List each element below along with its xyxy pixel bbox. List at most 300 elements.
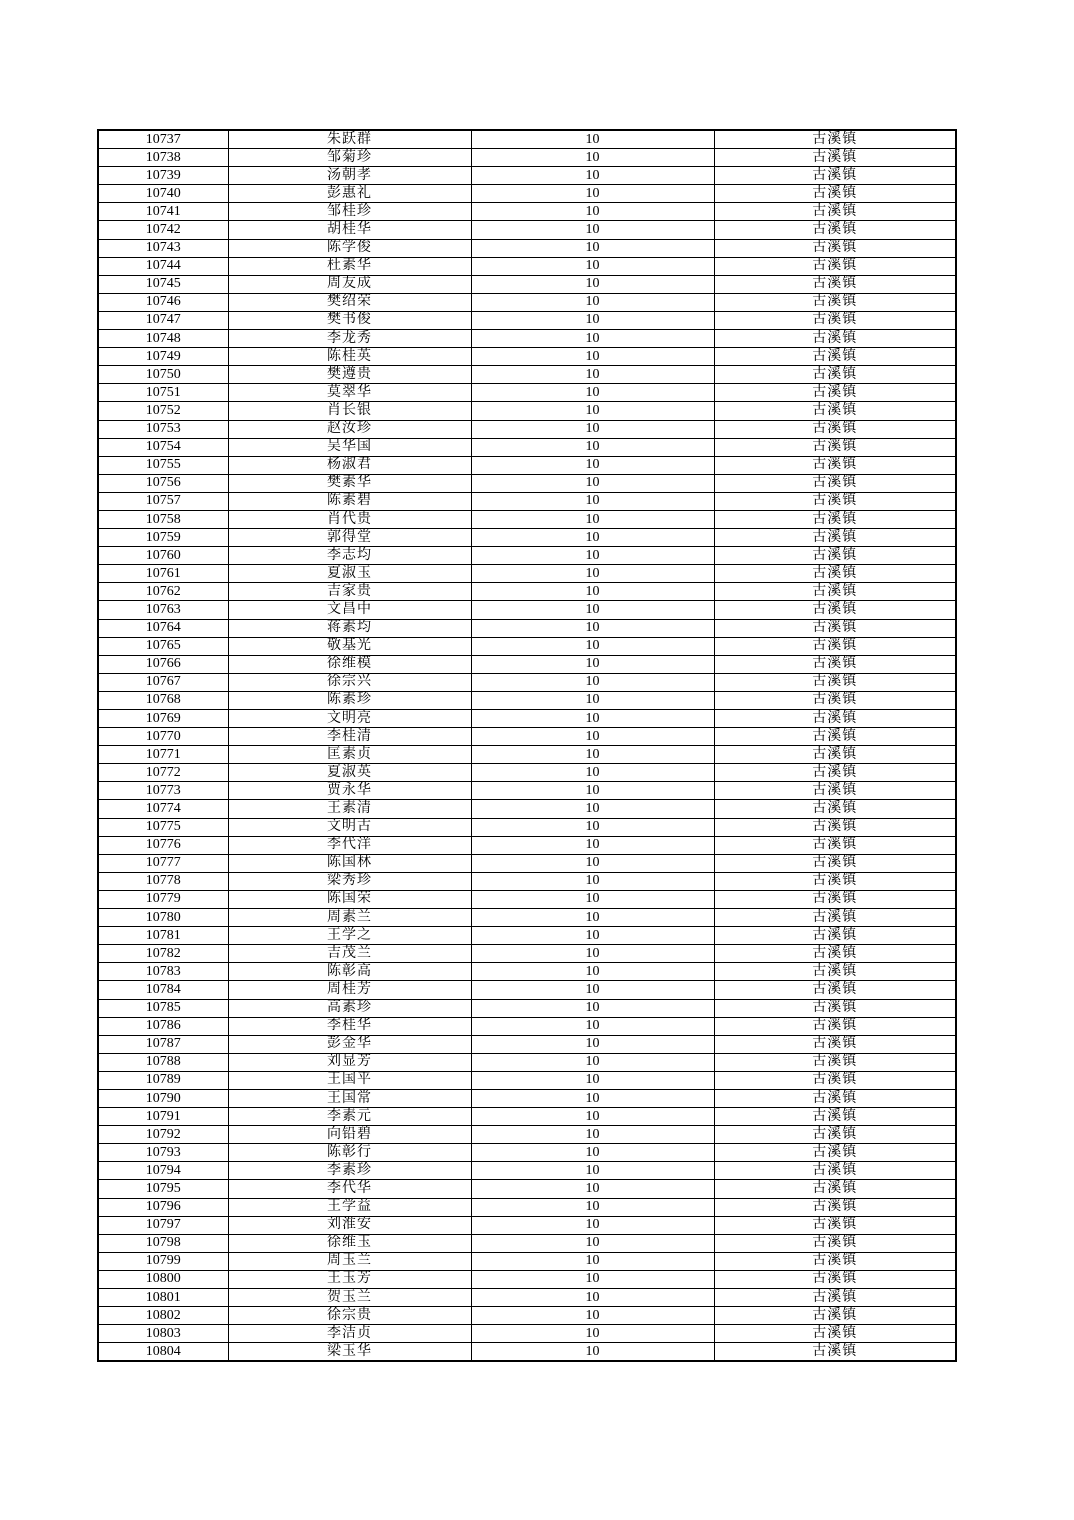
town-cell: 古溪镇 — [714, 619, 956, 637]
row-id-cell: 10778 — [98, 872, 228, 890]
name-cell: 王学益 — [228, 1198, 471, 1216]
table-body — [98, 130, 956, 1361]
table-row — [98, 348, 956, 366]
table-row — [98, 890, 956, 908]
table-row — [98, 1144, 956, 1162]
row-id-cell: 10751 — [98, 384, 228, 402]
name-cell: 王国平 — [228, 1071, 471, 1089]
table-row — [98, 1289, 956, 1307]
name-cell: 徐维玉 — [228, 1234, 471, 1252]
amount-cell: 10 — [471, 257, 714, 275]
name-cell: 邹桂珍 — [228, 203, 471, 221]
town-cell: 古溪镇 — [714, 1289, 956, 1307]
table-row — [98, 275, 956, 293]
table-row — [98, 565, 956, 583]
name-cell: 杨淑君 — [228, 456, 471, 474]
table-row — [98, 366, 956, 384]
table-row — [98, 963, 956, 981]
row-id-cell: 10772 — [98, 764, 228, 782]
name-cell: 文明亮 — [228, 710, 471, 728]
row-id-cell: 10739 — [98, 167, 228, 185]
name-cell: 吴华国 — [228, 438, 471, 456]
table-row — [98, 330, 956, 348]
town-cell: 古溪镇 — [714, 275, 956, 293]
row-id-cell: 10741 — [98, 203, 228, 221]
amount-cell: 10 — [471, 130, 714, 149]
town-cell: 古溪镇 — [714, 366, 956, 384]
town-cell: 古溪镇 — [714, 1325, 956, 1343]
table-row — [98, 1162, 956, 1180]
name-cell: 徐维模 — [228, 655, 471, 673]
table-row — [98, 1270, 956, 1288]
amount-cell: 10 — [471, 927, 714, 945]
amount-cell: 10 — [471, 366, 714, 384]
town-cell: 古溪镇 — [714, 999, 956, 1017]
row-id-cell: 10759 — [98, 529, 228, 547]
name-cell: 陈素珍 — [228, 691, 471, 709]
amount-cell: 10 — [471, 293, 714, 311]
name-cell: 蒋素均 — [228, 619, 471, 637]
row-id-cell: 10748 — [98, 330, 228, 348]
amount-cell: 10 — [471, 1180, 714, 1198]
row-id-cell: 10761 — [98, 565, 228, 583]
row-id-cell: 10755 — [98, 456, 228, 474]
row-id-cell: 10769 — [98, 710, 228, 728]
town-cell: 古溪镇 — [714, 836, 956, 854]
amount-cell: 10 — [471, 221, 714, 239]
table-row — [98, 927, 956, 945]
table-row — [98, 909, 956, 927]
table-row — [98, 1180, 956, 1198]
row-id-cell: 10763 — [98, 601, 228, 619]
name-cell: 李素珍 — [228, 1162, 471, 1180]
town-cell: 古溪镇 — [714, 655, 956, 673]
table-row — [98, 764, 956, 782]
table-row — [98, 818, 956, 836]
amount-cell: 10 — [471, 1071, 714, 1089]
town-cell: 古溪镇 — [714, 130, 956, 149]
town-cell: 古溪镇 — [714, 1234, 956, 1252]
row-id-cell: 10779 — [98, 890, 228, 908]
town-cell: 古溪镇 — [714, 927, 956, 945]
name-cell: 邹菊珍 — [228, 149, 471, 167]
name-cell: 朱跃群 — [228, 130, 471, 149]
table-row — [98, 384, 956, 402]
name-cell: 刘淮安 — [228, 1216, 471, 1234]
amount-cell: 10 — [471, 981, 714, 999]
row-id-cell: 10756 — [98, 474, 228, 492]
amount-cell: 10 — [471, 619, 714, 637]
amount-cell: 10 — [471, 420, 714, 438]
name-cell: 肖长银 — [228, 402, 471, 420]
row-id-cell: 10797 — [98, 1216, 228, 1234]
amount-cell: 10 — [471, 691, 714, 709]
amount-cell: 10 — [471, 1198, 714, 1216]
row-id-cell: 10783 — [98, 963, 228, 981]
town-cell: 古溪镇 — [714, 565, 956, 583]
amount-cell: 10 — [471, 330, 714, 348]
amount-cell: 10 — [471, 438, 714, 456]
table-row — [98, 1343, 956, 1362]
name-cell: 莫翠华 — [228, 384, 471, 402]
amount-cell: 10 — [471, 673, 714, 691]
town-cell: 古溪镇 — [714, 1126, 956, 1144]
table-row — [98, 1089, 956, 1107]
amount-cell: 10 — [471, 348, 714, 366]
amount-cell: 10 — [471, 637, 714, 655]
row-id-cell: 10775 — [98, 818, 228, 836]
town-cell: 古溪镇 — [714, 167, 956, 185]
town-cell: 古溪镇 — [714, 1108, 956, 1126]
name-cell: 文昌中 — [228, 601, 471, 619]
table-row — [98, 1035, 956, 1053]
row-id-cell: 10799 — [98, 1252, 228, 1270]
row-id-cell: 10747 — [98, 311, 228, 329]
table-row — [98, 601, 956, 619]
row-id-cell: 10768 — [98, 691, 228, 709]
table-row — [98, 691, 956, 709]
name-cell: 贺玉兰 — [228, 1289, 471, 1307]
amount-cell: 10 — [471, 963, 714, 981]
name-cell: 王玉芳 — [228, 1270, 471, 1288]
town-cell: 古溪镇 — [714, 438, 956, 456]
town-cell: 古溪镇 — [714, 782, 956, 800]
name-cell: 王国常 — [228, 1089, 471, 1107]
table-row — [98, 1234, 956, 1252]
row-id-cell: 10784 — [98, 981, 228, 999]
row-id-cell: 10745 — [98, 275, 228, 293]
amount-cell: 10 — [471, 836, 714, 854]
name-cell: 樊遵贵 — [228, 366, 471, 384]
name-cell: 梁秀珍 — [228, 872, 471, 890]
table-row — [98, 239, 956, 257]
name-cell: 贾永华 — [228, 782, 471, 800]
name-cell: 周友成 — [228, 275, 471, 293]
name-cell: 李洁贞 — [228, 1325, 471, 1343]
table-row — [98, 1216, 956, 1234]
amount-cell: 10 — [471, 800, 714, 818]
amount-cell: 10 — [471, 1144, 714, 1162]
table-row — [98, 167, 956, 185]
amount-cell: 10 — [471, 510, 714, 528]
row-id-cell: 10776 — [98, 836, 228, 854]
row-id-cell: 10767 — [98, 673, 228, 691]
town-cell: 古溪镇 — [714, 1144, 956, 1162]
table-row — [98, 1252, 956, 1270]
town-cell: 古溪镇 — [714, 1307, 956, 1325]
table-row — [98, 655, 956, 673]
table-row — [98, 854, 956, 872]
town-cell: 古溪镇 — [714, 728, 956, 746]
table-row — [98, 185, 956, 203]
amount-cell: 10 — [471, 1343, 714, 1362]
amount-cell: 10 — [471, 1017, 714, 1035]
name-cell: 陈桂英 — [228, 348, 471, 366]
table-row — [98, 529, 956, 547]
name-cell: 徐宗兴 — [228, 673, 471, 691]
town-cell: 古溪镇 — [714, 1162, 956, 1180]
name-cell: 刘显芳 — [228, 1053, 471, 1071]
amount-cell: 10 — [471, 583, 714, 601]
row-id-cell: 10777 — [98, 854, 228, 872]
name-cell: 夏淑英 — [228, 764, 471, 782]
amount-cell: 10 — [471, 601, 714, 619]
amount-cell: 10 — [471, 275, 714, 293]
amount-cell: 10 — [471, 384, 714, 402]
amount-cell: 10 — [471, 311, 714, 329]
amount-cell: 10 — [471, 203, 714, 221]
town-cell: 古溪镇 — [714, 872, 956, 890]
row-id-cell: 10760 — [98, 547, 228, 565]
town-cell: 古溪镇 — [714, 402, 956, 420]
row-id-cell: 10794 — [98, 1162, 228, 1180]
row-id-cell: 10796 — [98, 1198, 228, 1216]
town-cell: 古溪镇 — [714, 330, 956, 348]
row-id-cell: 10786 — [98, 1017, 228, 1035]
name-cell: 胡桂华 — [228, 221, 471, 239]
row-id-cell: 10800 — [98, 1270, 228, 1288]
name-cell: 赵汝珍 — [228, 420, 471, 438]
amount-cell: 10 — [471, 402, 714, 420]
name-cell: 陈国林 — [228, 854, 471, 872]
table-row — [98, 583, 956, 601]
row-id-cell: 10791 — [98, 1108, 228, 1126]
table-row — [98, 673, 956, 691]
table-row — [98, 456, 956, 474]
town-cell: 古溪镇 — [714, 239, 956, 257]
row-id-cell: 10803 — [98, 1325, 228, 1343]
amount-cell: 10 — [471, 1216, 714, 1234]
row-id-cell: 10782 — [98, 945, 228, 963]
amount-cell: 10 — [471, 1035, 714, 1053]
data-table — [97, 129, 957, 1362]
name-cell: 吉家贵 — [228, 583, 471, 601]
row-id-cell: 10754 — [98, 438, 228, 456]
town-cell: 古溪镇 — [714, 1017, 956, 1035]
amount-cell: 10 — [471, 474, 714, 492]
name-cell: 陈学俊 — [228, 239, 471, 257]
row-id-cell: 10742 — [98, 221, 228, 239]
town-cell: 古溪镇 — [714, 764, 956, 782]
town-cell: 古溪镇 — [714, 311, 956, 329]
name-cell: 樊素华 — [228, 474, 471, 492]
amount-cell: 10 — [471, 529, 714, 547]
amount-cell: 10 — [471, 854, 714, 872]
town-cell: 古溪镇 — [714, 854, 956, 872]
name-cell: 高素珍 — [228, 999, 471, 1017]
row-id-cell: 10753 — [98, 420, 228, 438]
row-id-cell: 10744 — [98, 257, 228, 275]
row-id-cell: 10787 — [98, 1035, 228, 1053]
town-cell: 古溪镇 — [714, 601, 956, 619]
name-cell: 彭金华 — [228, 1035, 471, 1053]
town-cell: 古溪镇 — [714, 293, 956, 311]
row-id-cell: 10743 — [98, 239, 228, 257]
name-cell: 陈国荣 — [228, 890, 471, 908]
row-id-cell: 10795 — [98, 1180, 228, 1198]
table-row — [98, 999, 956, 1017]
table-row — [98, 619, 956, 637]
table-row — [98, 782, 956, 800]
town-cell: 古溪镇 — [714, 474, 956, 492]
town-cell: 古溪镇 — [714, 1180, 956, 1198]
row-id-cell: 10774 — [98, 800, 228, 818]
table-row — [98, 981, 956, 999]
name-cell: 李素元 — [228, 1108, 471, 1126]
name-cell: 李代华 — [228, 1180, 471, 1198]
town-cell: 古溪镇 — [714, 510, 956, 528]
amount-cell: 10 — [471, 909, 714, 927]
town-cell: 古溪镇 — [714, 945, 956, 963]
name-cell: 李志均 — [228, 547, 471, 565]
town-cell: 古溪镇 — [714, 456, 956, 474]
row-id-cell: 10740 — [98, 185, 228, 203]
row-id-cell: 10766 — [98, 655, 228, 673]
town-cell: 古溪镇 — [714, 420, 956, 438]
amount-cell: 10 — [471, 945, 714, 963]
row-id-cell: 10780 — [98, 909, 228, 927]
town-cell: 古溪镇 — [714, 1343, 956, 1362]
amount-cell: 10 — [471, 1089, 714, 1107]
table-row — [98, 1017, 956, 1035]
town-cell: 古溪镇 — [714, 221, 956, 239]
amount-cell: 10 — [471, 1289, 714, 1307]
table-row — [98, 1126, 956, 1144]
town-cell: 古溪镇 — [714, 384, 956, 402]
town-cell: 古溪镇 — [714, 492, 956, 510]
name-cell: 夏淑玉 — [228, 565, 471, 583]
amount-cell: 10 — [471, 999, 714, 1017]
town-cell: 古溪镇 — [714, 1216, 956, 1234]
town-cell: 古溪镇 — [714, 637, 956, 655]
name-cell: 陈彰高 — [228, 963, 471, 981]
name-cell: 郭得堂 — [228, 529, 471, 547]
town-cell: 古溪镇 — [714, 800, 956, 818]
table-row — [98, 510, 956, 528]
name-cell: 樊绍荣 — [228, 293, 471, 311]
town-cell: 古溪镇 — [714, 746, 956, 764]
town-cell: 古溪镇 — [714, 203, 956, 221]
town-cell: 古溪镇 — [714, 1053, 956, 1071]
town-cell: 古溪镇 — [714, 149, 956, 167]
row-id-cell: 10781 — [98, 927, 228, 945]
row-id-cell: 10798 — [98, 1234, 228, 1252]
amount-cell: 10 — [471, 728, 714, 746]
amount-cell: 10 — [471, 1270, 714, 1288]
amount-cell: 10 — [471, 1234, 714, 1252]
name-cell: 周玉兰 — [228, 1252, 471, 1270]
table-row — [98, 1108, 956, 1126]
name-cell: 文明古 — [228, 818, 471, 836]
name-cell: 陈素碧 — [228, 492, 471, 510]
table-row — [98, 420, 956, 438]
table-row — [98, 130, 956, 149]
town-cell: 古溪镇 — [714, 185, 956, 203]
table-row — [98, 945, 956, 963]
name-cell: 杜素华 — [228, 257, 471, 275]
town-cell: 古溪镇 — [714, 981, 956, 999]
name-cell: 徐宗贵 — [228, 1307, 471, 1325]
name-cell: 周桂芳 — [228, 981, 471, 999]
row-id-cell: 10788 — [98, 1053, 228, 1071]
name-cell: 王学之 — [228, 927, 471, 945]
amount-cell: 10 — [471, 872, 714, 890]
table-row — [98, 1053, 956, 1071]
town-cell: 古溪镇 — [714, 818, 956, 836]
town-cell: 古溪镇 — [714, 1252, 956, 1270]
town-cell: 古溪镇 — [714, 529, 956, 547]
row-id-cell: 10762 — [98, 583, 228, 601]
amount-cell: 10 — [471, 890, 714, 908]
row-id-cell: 10746 — [98, 293, 228, 311]
table-row — [98, 872, 956, 890]
amount-cell: 10 — [471, 782, 714, 800]
name-cell: 李龙秀 — [228, 330, 471, 348]
town-cell: 古溪镇 — [714, 257, 956, 275]
table-row — [98, 1198, 956, 1216]
row-id-cell: 10789 — [98, 1071, 228, 1089]
row-id-cell: 10771 — [98, 746, 228, 764]
table-row — [98, 257, 956, 275]
amount-cell: 10 — [471, 1252, 714, 1270]
table-row — [98, 746, 956, 764]
town-cell: 古溪镇 — [714, 583, 956, 601]
amount-cell: 10 — [471, 1108, 714, 1126]
amount-cell: 10 — [471, 1126, 714, 1144]
row-id-cell: 10738 — [98, 149, 228, 167]
row-id-cell: 10752 — [98, 402, 228, 420]
town-cell: 古溪镇 — [714, 963, 956, 981]
table-row — [98, 836, 956, 854]
town-cell: 古溪镇 — [714, 1035, 956, 1053]
row-id-cell: 10785 — [98, 999, 228, 1017]
name-cell: 樊书俊 — [228, 311, 471, 329]
name-cell: 李桂清 — [228, 728, 471, 746]
town-cell: 古溪镇 — [714, 710, 956, 728]
town-cell: 古溪镇 — [714, 1071, 956, 1089]
amount-cell: 10 — [471, 547, 714, 565]
town-cell: 古溪镇 — [714, 1198, 956, 1216]
table-row — [98, 474, 956, 492]
row-id-cell: 10804 — [98, 1343, 228, 1362]
town-cell: 古溪镇 — [714, 1089, 956, 1107]
row-id-cell: 10801 — [98, 1289, 228, 1307]
amount-cell: 10 — [471, 239, 714, 257]
row-id-cell: 10793 — [98, 1144, 228, 1162]
row-id-cell: 10749 — [98, 348, 228, 366]
table-row — [98, 203, 956, 221]
table-row — [98, 402, 956, 420]
name-cell: 王素清 — [228, 800, 471, 818]
town-cell: 古溪镇 — [714, 673, 956, 691]
town-cell: 古溪镇 — [714, 890, 956, 908]
amount-cell: 10 — [471, 746, 714, 764]
amount-cell: 10 — [471, 167, 714, 185]
table-row — [98, 800, 956, 818]
name-cell: 周素兰 — [228, 909, 471, 927]
row-id-cell: 10757 — [98, 492, 228, 510]
table-row — [98, 492, 956, 510]
row-id-cell: 10790 — [98, 1089, 228, 1107]
amount-cell: 10 — [471, 149, 714, 167]
amount-cell: 10 — [471, 1307, 714, 1325]
table-row — [98, 1307, 956, 1325]
amount-cell: 10 — [471, 185, 714, 203]
table-row — [98, 728, 956, 746]
amount-cell: 10 — [471, 565, 714, 583]
table-row — [98, 221, 956, 239]
name-cell: 李桂华 — [228, 1017, 471, 1035]
